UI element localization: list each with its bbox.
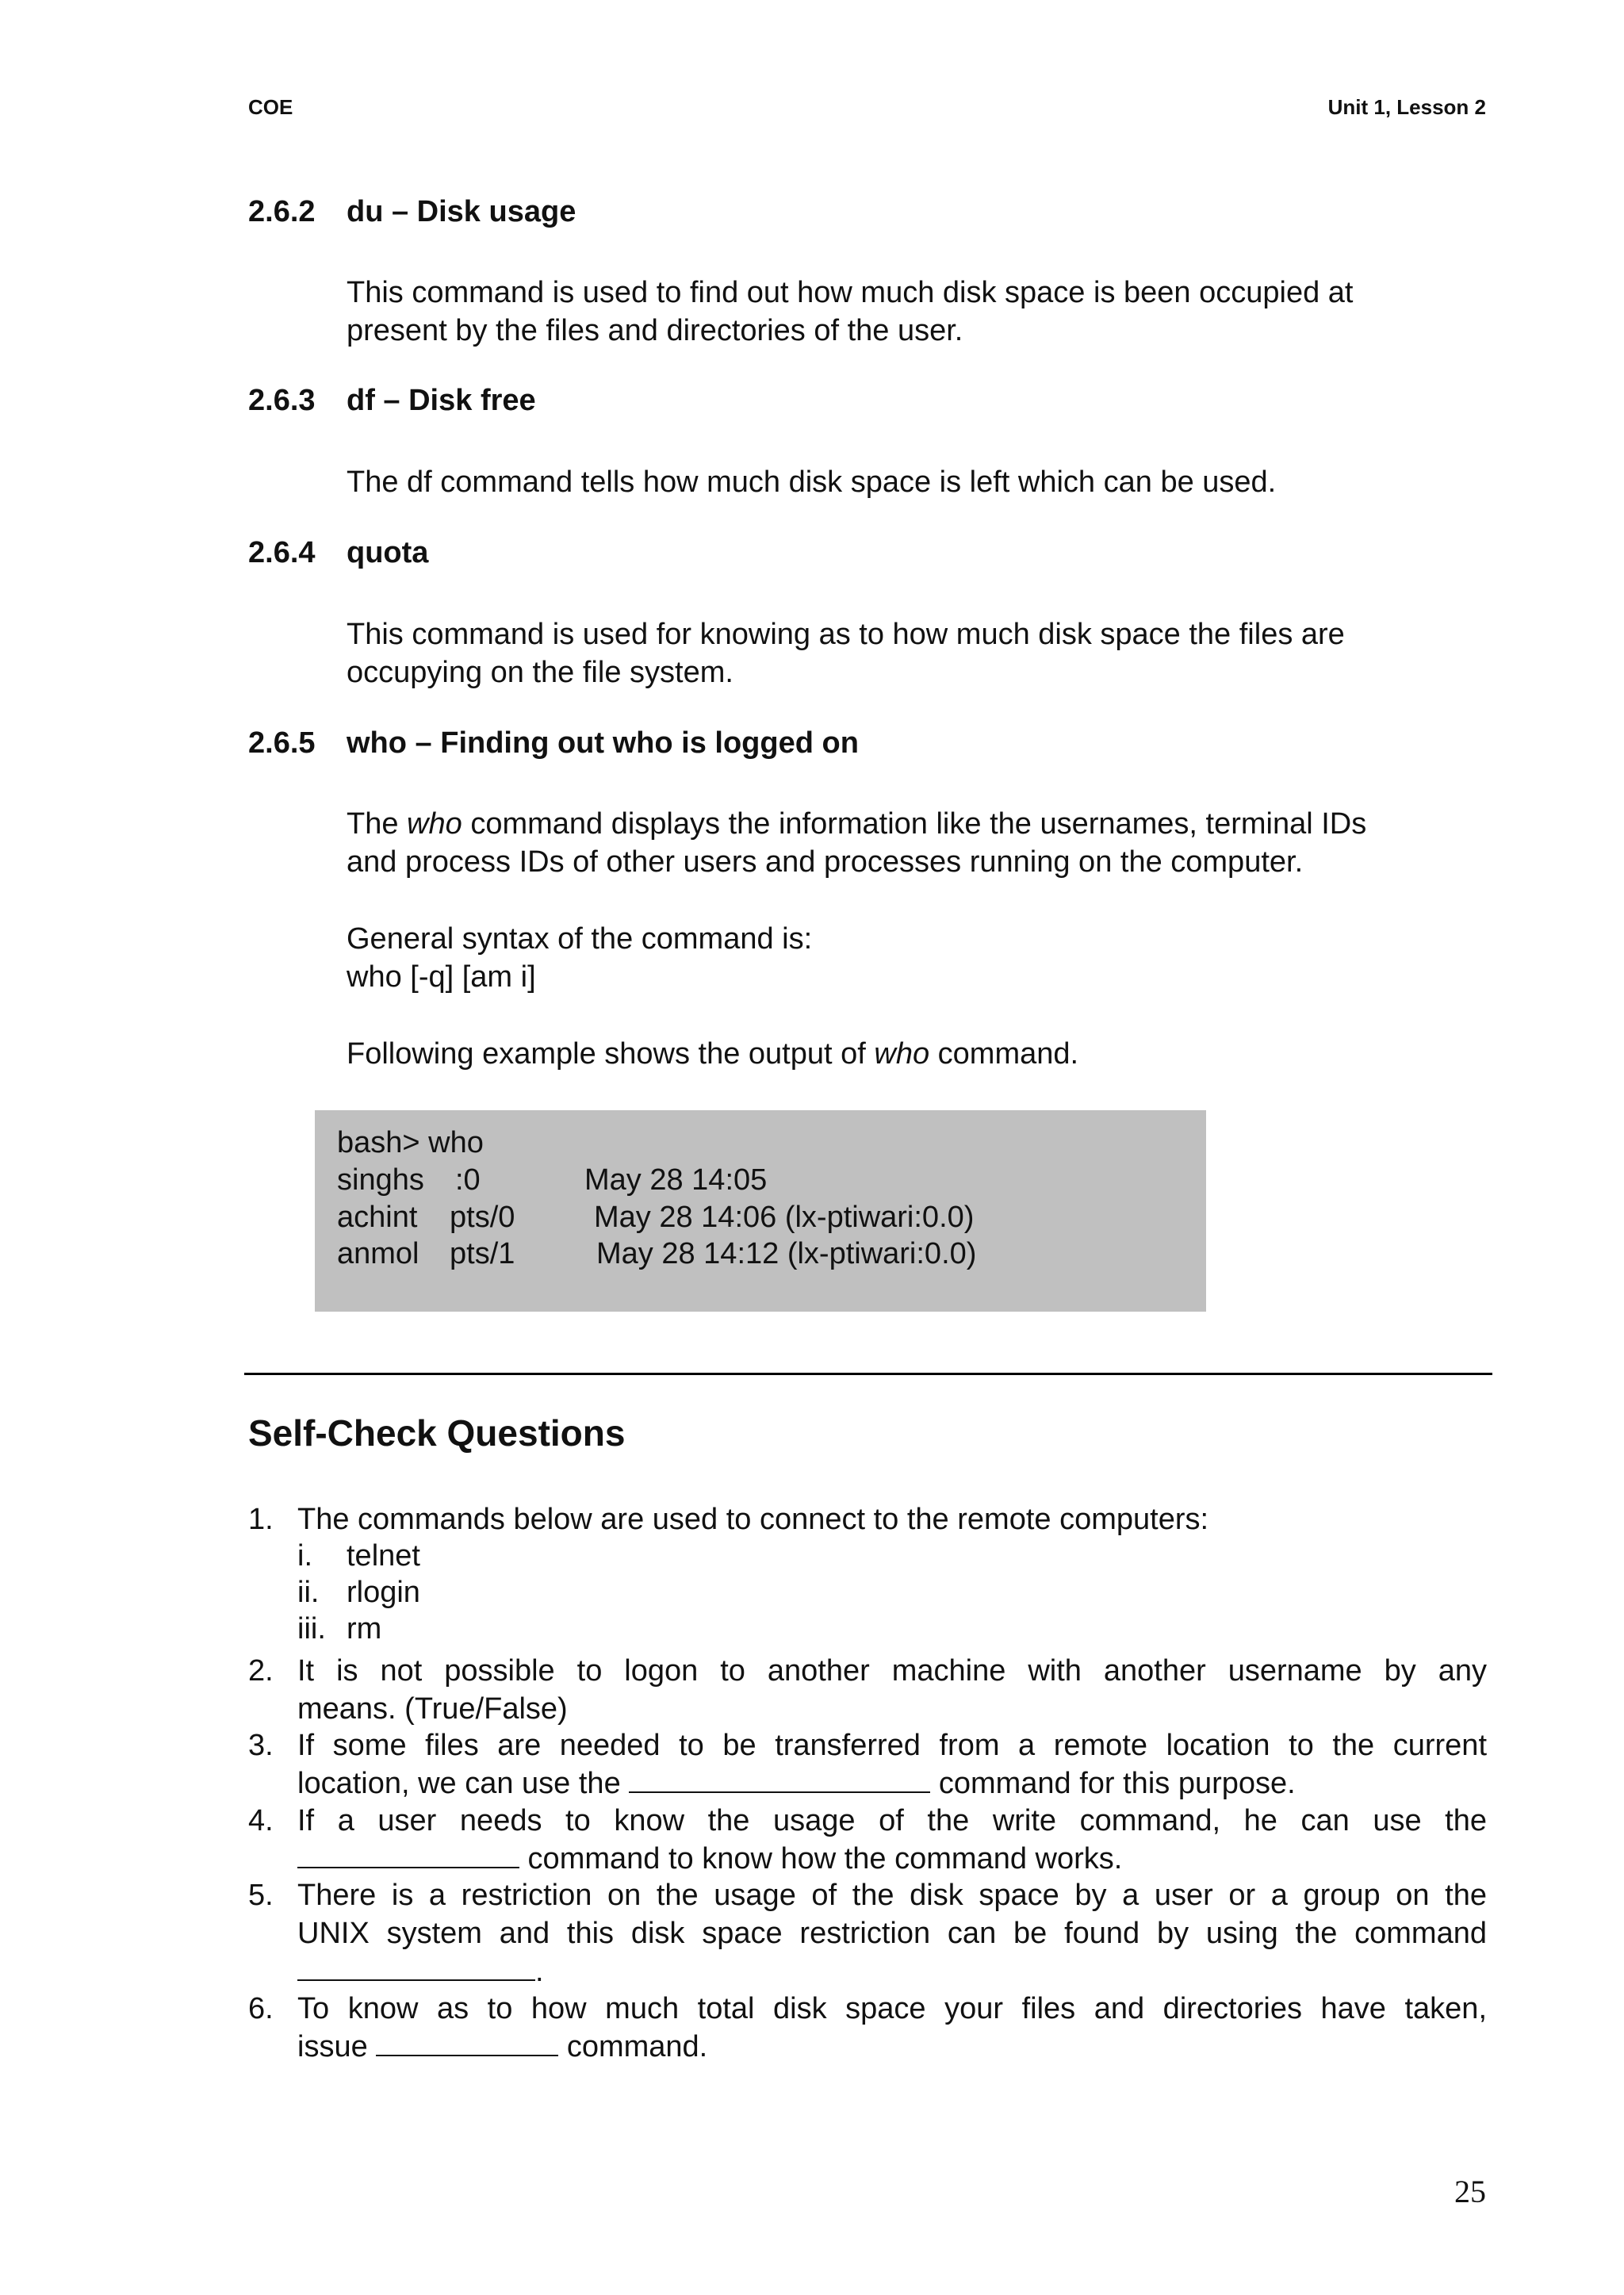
syntax-label: General syntax of the command is: [347, 922, 813, 956]
body-line: This command is used to find out how much disk space is been occupied at [347, 276, 1354, 309]
terminal-user: singhs [337, 1163, 424, 1197]
example-intro: Following example shows the output of who command. [347, 1037, 1079, 1071]
body-line: The who command displays the information like the usernames, terminal IDs [347, 807, 1367, 841]
section-body-2-6-4 [347, 615, 1487, 692]
section-heading-2-6-5 [248, 726, 1487, 761]
question-number: 4. [248, 1804, 274, 1837]
question-number: 5. [248, 1879, 274, 1912]
header-left: COE [248, 95, 293, 119]
section-title: df – Disk free [347, 384, 536, 417]
command-name-italic: who [874, 1037, 930, 1071]
horizontal-rule [244, 1373, 1492, 1375]
section-heading-2-6-3 [248, 384, 1487, 418]
section-title: quota [347, 536, 429, 569]
section-number: 2.6.4 [248, 536, 316, 569]
option-item: iii. rm [297, 1612, 382, 1646]
question-text: If some files are needed to be transferred from a remote location to the current location, we can use the command for this purpose. [297, 1729, 1487, 1800]
question-number: 3. [248, 1729, 274, 1762]
section-heading-2-6-2 [248, 195, 1487, 229]
command-name-italic: who [407, 807, 462, 841]
terminal-tty: pts/1 [450, 1237, 515, 1270]
section-heading-2-6-4 [248, 536, 1487, 570]
section-number: 2.6.2 [248, 195, 316, 228]
answer-blank [297, 1952, 535, 1981]
question-text: If a user needs to know the usage of the write command, he can use the command to know how the command works. [297, 1804, 1487, 1875]
question-number: 2. [248, 1654, 274, 1688]
terminal-prompt: bash> who [337, 1126, 484, 1159]
terminal-tty: pts/0 [450, 1201, 515, 1234]
question-text: To know as to how much total disk space your files and directories have taken, issue command. [297, 1992, 1487, 2063]
body-line: occupying on the file system. [347, 656, 733, 689]
self-check-title: Self-Check Questions [248, 1412, 626, 1454]
option-item: i. telnet [297, 1539, 420, 1573]
syntax-text: who [-q] [am i] [347, 960, 536, 994]
answer-blank [629, 1764, 930, 1793]
body-line: and process IDs of other users and processes running on the computer. [347, 845, 1304, 879]
syntax-block [347, 920, 1487, 996]
section-number: 2.6.5 [248, 726, 316, 760]
question-number: 6. [248, 1992, 274, 2025]
answer-blank [376, 2028, 558, 2056]
terminal-user: achint [337, 1201, 418, 1234]
page-number: 25 [1454, 2174, 1486, 2209]
terminal-info: May 28 14:05 [584, 1163, 768, 1197]
terminal-info: May 28 14:06 (lx-ptiwari:0.0) [594, 1201, 975, 1234]
body-line: This command is used for knowing as to how much disk space the files are [347, 618, 1345, 651]
section-number: 2.6.3 [248, 384, 316, 417]
body-line: The df command tells how much disk space is left which can be used. [347, 466, 1277, 499]
question-number: 1. [248, 1503, 274, 1536]
question-text: The commands below are used to connect to the remote computers: [297, 1503, 1209, 1536]
question-text: There is a restriction on the usage of the disk space by a user or a group on the UNIX system and this disk space restriction can be found by using the command . [297, 1879, 1487, 1988]
answer-blank [297, 1840, 519, 1868]
terminal-user: anmol [337, 1237, 419, 1270]
section-body-2-6-5 [347, 805, 1487, 881]
terminal-output-box [315, 1110, 1206, 1312]
section-title: who – Finding out who is logged on [347, 726, 859, 760]
section-body-2-6-2 [347, 274, 1487, 350]
terminal-info: May 28 14:12 (lx-ptiwari:0.0) [596, 1237, 977, 1270]
section-title: du – Disk usage [347, 195, 576, 228]
header-right: Unit 1, Lesson 2 [1327, 95, 1486, 119]
terminal-tty: :0 [455, 1163, 481, 1197]
section-body-2-6-3 [347, 463, 1487, 501]
option-item: ii. rlogin [297, 1576, 420, 1609]
body-line: present by the files and directories of the user. [347, 314, 963, 347]
question-text: It is not possible to logon to another machine with another username by any means. (True/False) [297, 1654, 1487, 1726]
